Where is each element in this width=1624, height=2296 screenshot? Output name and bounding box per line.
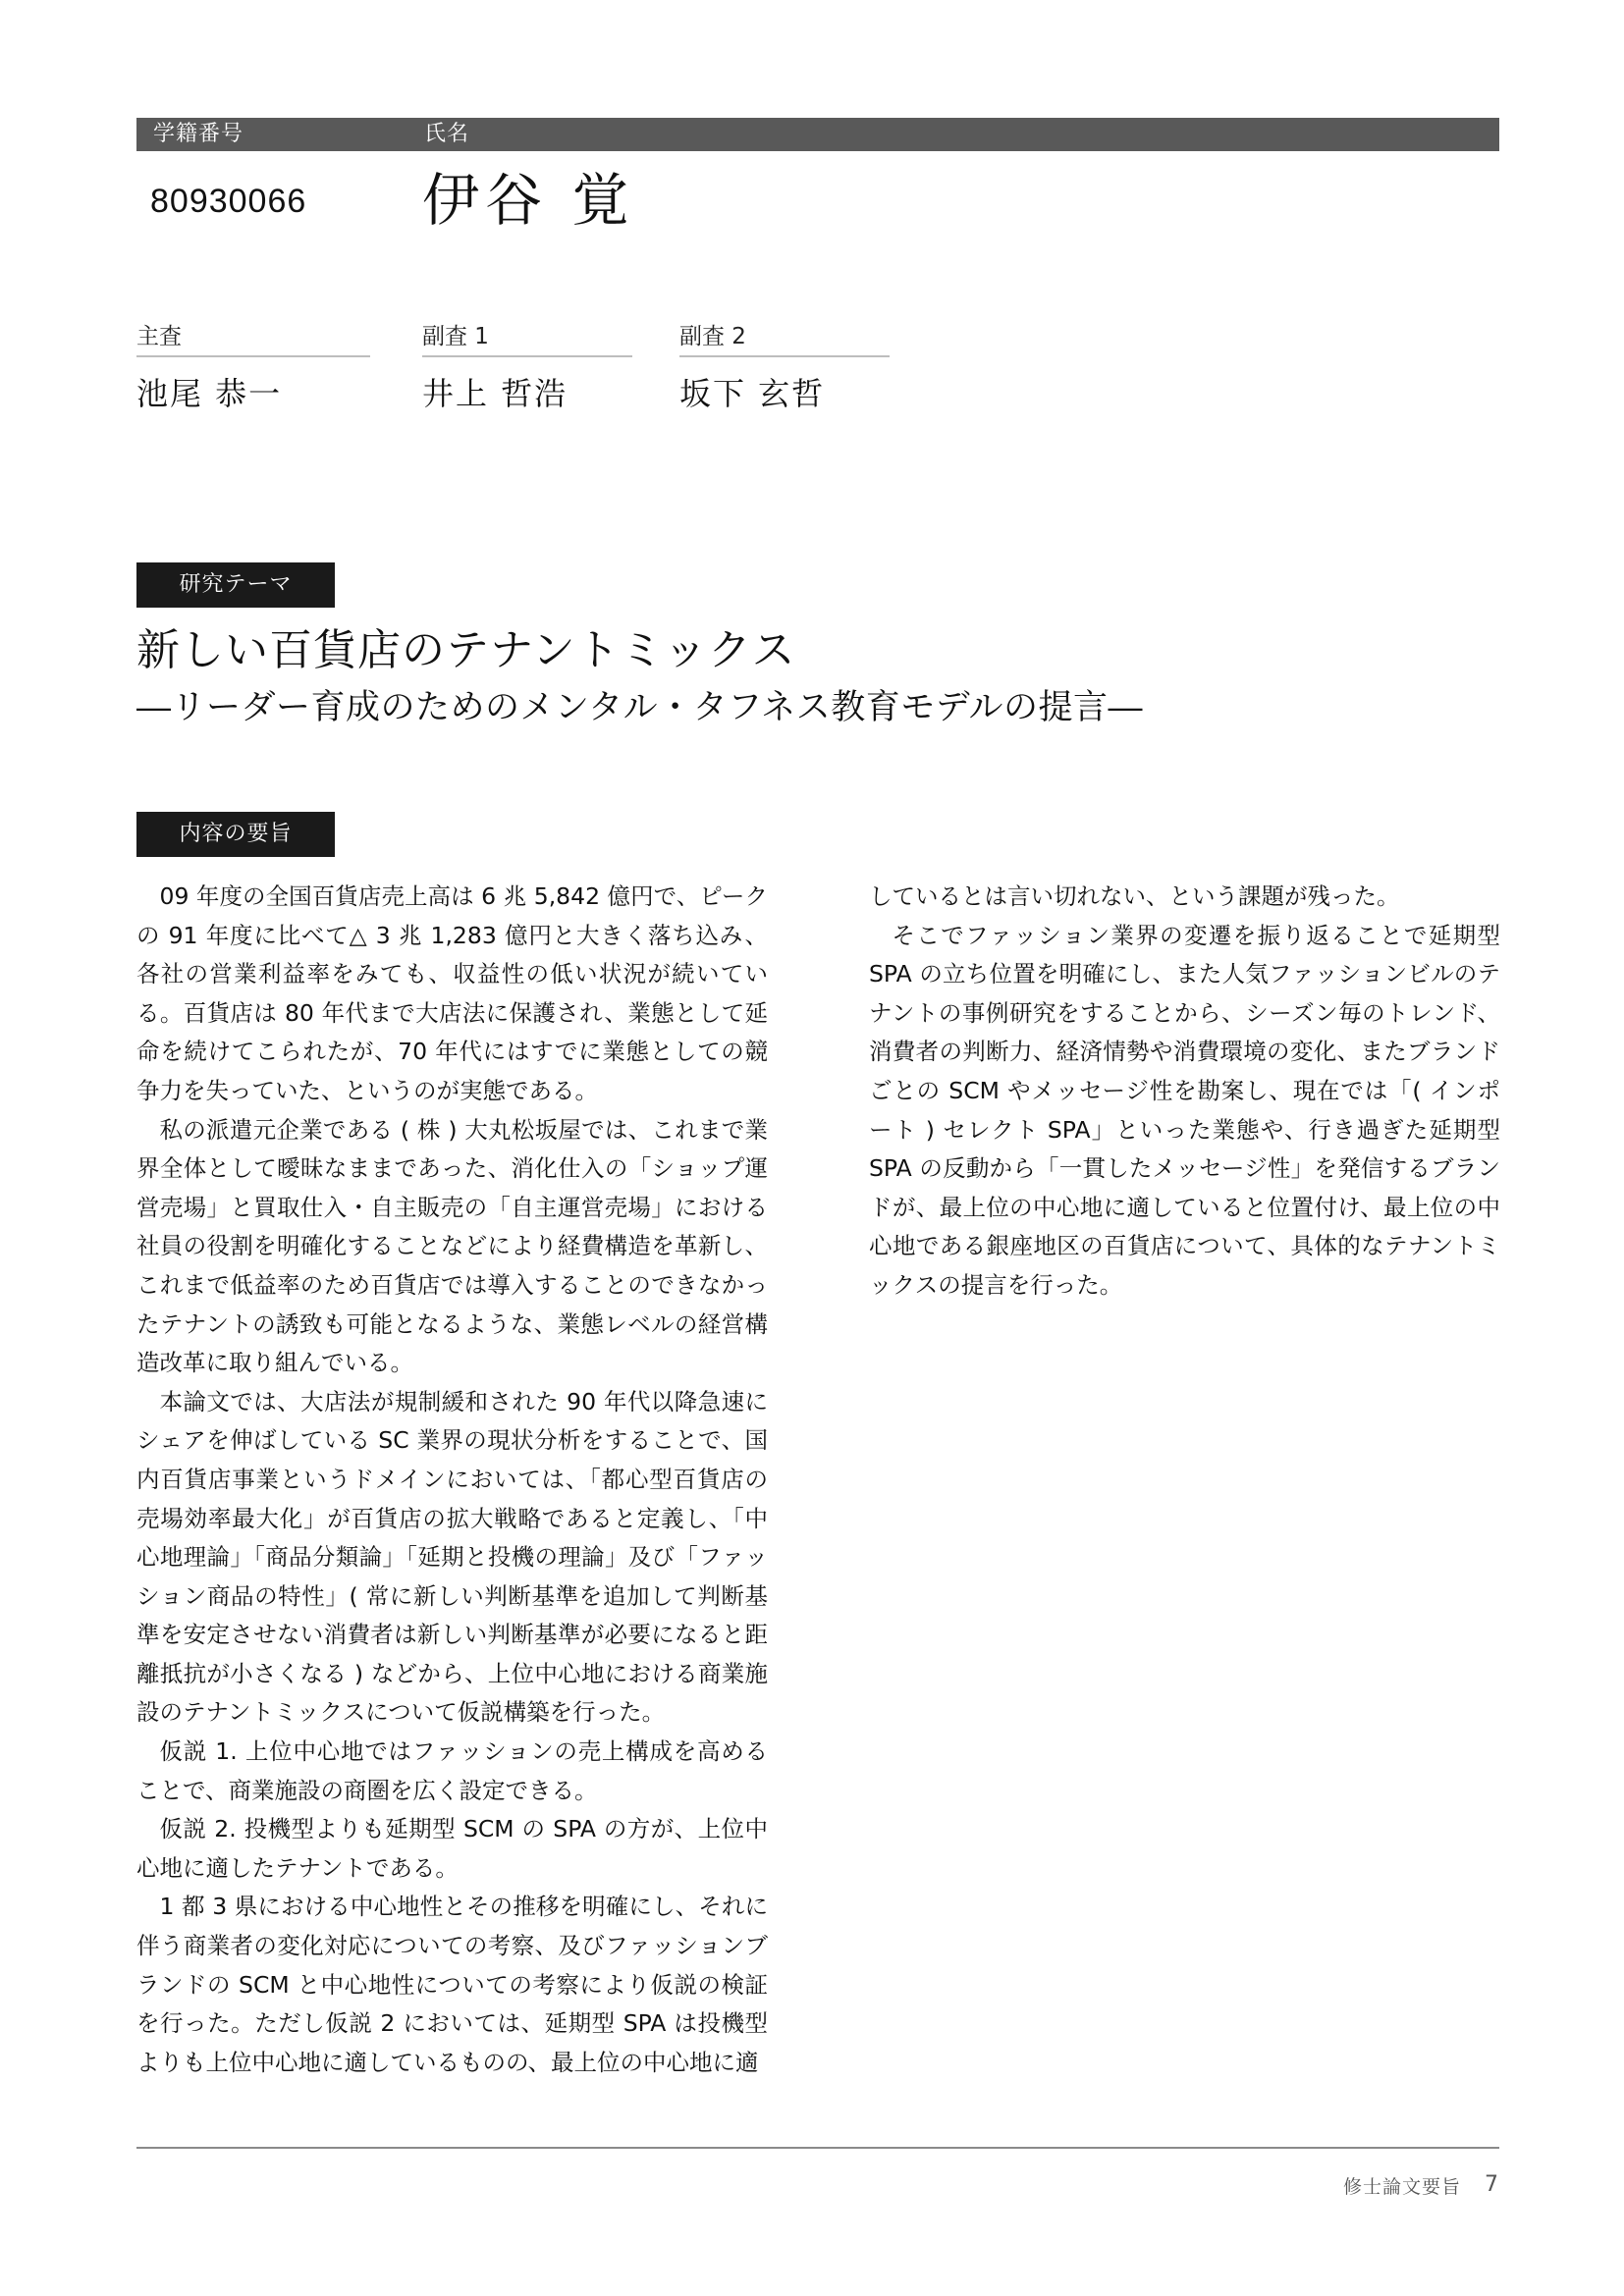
examiner-role-sub1: 副査 1	[422, 324, 489, 349]
summary-paragraph-continuation: しているとは言い切れない、という課題が残った。	[869, 882, 1400, 910]
examiner-role-sub2: 副査 2	[679, 324, 746, 349]
summary-paragraph: 1 都 3 県における中心地性とその推移を明確にし、それに伴う商業者の変化対応についての考察、及びファッションブランドの SCM と中心地性についての考察により仮説の検証を行った。ただし仮説 2 においては、延期型 SPA は投機型よりも上位中心地に適しているものの、最上位の中心地に適	[136, 1893, 768, 2076]
summary-left-column	[136, 878, 768, 2082]
examiner-divider-sub2	[679, 355, 890, 357]
thesis-subtitle: ―リーダー育成のためのメンタル・タフネス教育モデルの提言―	[136, 688, 1143, 727]
examiner-divider-sub1	[422, 355, 632, 357]
student-id: 80930066	[150, 183, 307, 220]
student-id-label: 学籍番号	[153, 122, 244, 146]
examiner-role-chief: 主査	[136, 324, 182, 349]
footer-divider	[136, 2147, 1499, 2149]
thesis-title: 新しい百貨店のテナントミックス	[136, 625, 796, 675]
summary-paragraph: そこでファッション業界の変遷を振り返ることで延期型 SPA の立ち位置を明確にし、また人気ファッションビルのテナントの事例研究をすることから、シーズン毎のトレンド、消費者の判断力、経済情勢や消費環境の変化、またブランドごとの SCM やメッセージ性を勘案し、現在では「( インポート ) セレクト SPA」といった業態や、行き過ぎた延期型 SPA の反動から「一貫したメッセージ性」を発信するブランドが、最上位の中心地に適していると位置付け、最上位の中心地である銀座地区の百貨店について、具体的なテナントミックスの提言を行った。	[869, 921, 1500, 1299]
footer-label: 修士論文要旨	[1343, 2176, 1462, 2198]
research-theme-tag: 研究テーマ	[136, 562, 335, 608]
examiner-name-sub1: 井上 哲浩	[422, 375, 568, 412]
summary-paragraph: 本論文では、大店法が規制緩和された 90 年代以降急速にシェアを伸ばしている SC 業界の現状分析をすることで、国内百貨店事業というドメインにおいては、「都心型百貨店の売場効率最大化」が百貨店の拡大戦略であると定義し、「中心地理論」「商品分類論」「延期と投機の理論」及び「ファッション商品の特性」( 常に新しい判断基準を追加して判断基準を安定させない消費者は新しい判断基準が必要になると距離抵抗が小さくなる ) などから、上位中心地における商業施設のテナントミックスについて仮説構築を行った。	[136, 1387, 768, 1727]
examiner-name-sub2: 坂下 玄哲	[679, 375, 826, 412]
summary-paragraph: 仮説 2. 投機型よりも延期型 SCM の SPA の方が、上位中心地に適したテナントである。	[136, 1815, 768, 1882]
summary-right-column	[869, 878, 1500, 1306]
summary-paragraph: 仮説 1. 上位中心地ではファッションの売上構成を高めることで、商業施設の商圏を広く設定できる。	[136, 1737, 768, 1804]
summary-tag: 内容の要旨	[136, 812, 335, 857]
page-number: 7	[1485, 2172, 1498, 2197]
header-bar	[136, 118, 1499, 151]
examiner-divider-chief	[136, 355, 370, 357]
examiner-name-chief: 池尾 恭一	[136, 375, 283, 412]
summary-paragraph: 09 年度の全国百貨店売上高は 6 兆 5,842 億円で、ピークの 91 年度に比べて△ 3 兆 1,283 億円と大きく落ち込み、各社の営業利益率をみても、収益性の低い状況が続いている。百貨店は 80 年代まで大店法に保護され、業態として延命を続けてこられたが、70 年代にはすでに業態としての競争力を失っていた、というのが実態である。	[136, 882, 768, 1104]
student-name: 伊谷 覚	[422, 167, 635, 234]
name-label: 氏名	[424, 122, 470, 146]
summary-paragraph: 私の派遣元企業である ( 株 ) 大丸松坂屋では、これまで業界全体として曖昧なままであった、消化仕入の「ショップ運営売場」と買取仕入・自主販売の「自主運営売場」における社員の役割を明確化することなどにより経費構造を革新し、これまで低益率のため百貨店では導入することのできなかったテナントの誘致も可能となるような、業態レベルの経営構造改革に取り組んでいる。	[136, 1115, 768, 1377]
